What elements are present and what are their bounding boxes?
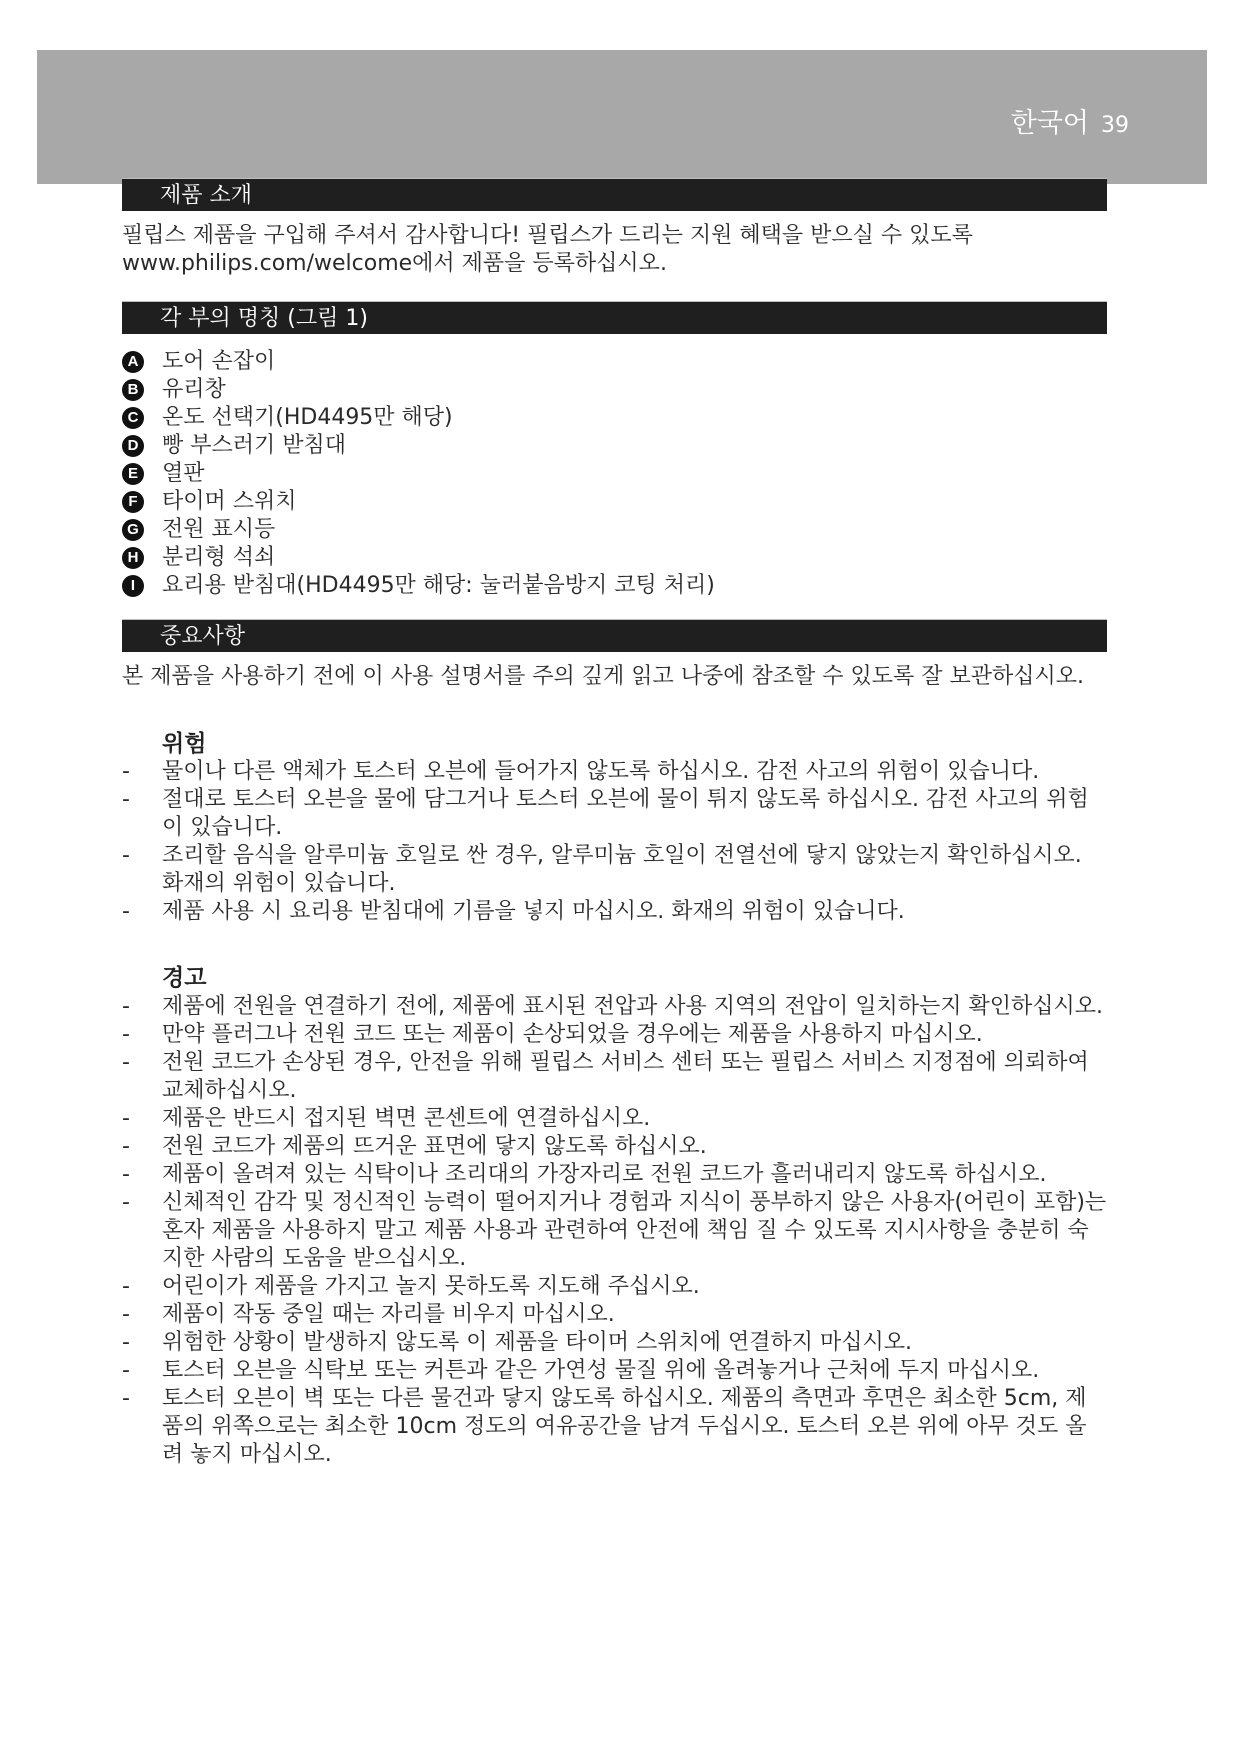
bullet-item bbox=[122, 1105, 1107, 1133]
part-label: 열판 bbox=[162, 461, 205, 486]
bullet-dash: - bbox=[122, 759, 130, 784]
parts-list bbox=[122, 348, 1107, 600]
part-letter-badge: E bbox=[122, 463, 144, 485]
bullet-item bbox=[122, 842, 1107, 898]
part-letter-badge: H bbox=[122, 547, 144, 569]
bullet-dash: - bbox=[122, 1330, 130, 1355]
part-item bbox=[122, 488, 1107, 516]
bullet-dash: - bbox=[122, 1134, 130, 1159]
bullet-text: 제품 사용 시 요리용 받침대에 기름을 넣지 마십시오. 화재의 위험이 있습니다. bbox=[162, 899, 905, 924]
part-item bbox=[122, 572, 1107, 600]
bullet-dash: - bbox=[122, 1050, 130, 1075]
bullet-dash: - bbox=[122, 994, 130, 1019]
bullet-dash: - bbox=[122, 899, 130, 924]
bullet-dash: - bbox=[122, 1274, 130, 1299]
bullet-dash: - bbox=[122, 787, 130, 812]
part-label: 유리창 bbox=[162, 377, 226, 402]
bullet-item bbox=[122, 1329, 1107, 1357]
bullet-text: 만약 플러그나 전원 코드 또는 제품이 손상되었을 경우에는 제품을 사용하지 마십시오. bbox=[162, 1022, 983, 1047]
part-item bbox=[122, 404, 1107, 432]
bullet-text: 토스터 오븐이 벽 또는 다른 물건과 닿지 않도록 하십시오. 제품의 측면과 후면은 최소한 5cm, 제품의 위쪽으로는 최소한 10cm 정도의 여유공간을 남겨 두십시오. 토스터 오븐 위에 아무 것도 올려 놓지 마십시오. bbox=[162, 1386, 1087, 1467]
warning-list bbox=[122, 993, 1107, 1469]
part-item bbox=[122, 516, 1107, 544]
part-item bbox=[122, 432, 1107, 460]
bullet-text: 위험한 상황이 발생하지 않도록 이 제품을 타이머 스위치에 연결하지 마십시오. bbox=[162, 1330, 912, 1355]
bullet-dash: - bbox=[122, 1190, 130, 1215]
part-letter-badge: D bbox=[122, 435, 144, 457]
bullet-text: 어린이가 제품을 가지고 놀지 못하도록 지도해 주십시오. bbox=[162, 1274, 700, 1299]
part-label: 분리형 석쇠 bbox=[162, 545, 276, 570]
bullet-text: 절대로 토스터 오븐을 물에 담그거나 토스터 오븐에 물이 튀지 않도록 하십시오. 감전 사고의 위험이 있습니다. bbox=[162, 787, 1089, 840]
danger-list bbox=[122, 758, 1107, 926]
bullet-dash: - bbox=[122, 1106, 130, 1131]
part-label: 온도 선택기(HD4495만 해당) bbox=[162, 405, 453, 430]
bullet-dash: - bbox=[122, 1302, 130, 1327]
bullet-item bbox=[122, 1021, 1107, 1049]
bullet-text: 제품에 전원을 연결하기 전에, 제품에 표시된 전압과 사용 지역의 전압이 일치하는지 확인하십시오. bbox=[162, 994, 1103, 1019]
bullet-item bbox=[122, 1385, 1107, 1469]
bullet-item bbox=[122, 1189, 1107, 1273]
bullet-text: 제품은 반드시 접지된 벽면 콘센트에 연결하십시오. bbox=[162, 1106, 651, 1131]
bullet-item bbox=[122, 1357, 1107, 1385]
section-title-intro: 제품 소개 bbox=[122, 178, 1107, 211]
bullet-text: 전원 코드가 제품의 뜨거운 표면에 닿지 않도록 하십시오. bbox=[162, 1134, 707, 1159]
part-label: 요리용 받침대(HD4495만 해당: 눌러붙음방지 코팅 처리) bbox=[162, 573, 715, 598]
bullet-text: 토스터 오븐을 식탁보 또는 커튼과 같은 가연성 물질 위에 올려놓거나 근처에 두지 마십시오. bbox=[162, 1358, 1040, 1383]
part-item bbox=[122, 544, 1107, 572]
bullet-item bbox=[122, 1133, 1107, 1161]
danger-heading: 위험 bbox=[162, 731, 207, 757]
intro-text: 필립스 제품을 구입해 주셔서 감사합니다! 필립스가 드리는 지원 혜택을 받으실 수 있도록 www.philips.com/welcome에서 제품을 등록하십시오. bbox=[122, 223, 973, 276]
bullet-item bbox=[122, 1161, 1107, 1189]
section-title-important: 중요사항 bbox=[122, 619, 1107, 652]
bullet-text: 제품이 올려져 있는 식탁이나 조리대의 가장자리로 전원 코드가 흘러내리지 않도록 하십시오. bbox=[162, 1162, 1047, 1187]
bullet-item bbox=[122, 1049, 1107, 1105]
part-item bbox=[122, 460, 1107, 488]
bullet-text: 제품이 작동 중일 때는 자리를 비우지 마십시오. bbox=[162, 1302, 615, 1327]
bullet-text: 조리할 음식을 알루미늄 호일로 싼 경우, 알루미늄 호일이 전열선에 닿지 않았는지 확인하십시오. 화재의 위험이 있습니다. bbox=[162, 843, 1082, 896]
bullet-dash: - bbox=[122, 1386, 130, 1411]
bullet-item bbox=[122, 1273, 1107, 1301]
part-letter-badge: C bbox=[122, 407, 144, 429]
part-label: 빵 부스러기 받침대 bbox=[162, 433, 347, 458]
bullet-dash: - bbox=[122, 843, 130, 868]
bullet-dash: - bbox=[122, 1162, 130, 1187]
part-item bbox=[122, 376, 1107, 404]
bullet-dash: - bbox=[122, 1358, 130, 1383]
bullet-text: 물이나 다른 액체가 토스터 오븐에 들어가지 않도록 하십시오. 감전 사고의 위험이 있습니다. bbox=[162, 759, 1040, 784]
bullet-item bbox=[122, 898, 1107, 926]
bullet-text: 신체적인 감각 및 정신적인 능력이 떨어지거나 경험과 지식이 풍부하지 않은 사용자(어린이 포함)는 혼자 제품을 사용하지 말고 제품 사용과 관련하여 안전에 책임 질 수 있도록 지시사항을 충분히 숙지한 사람의 도움을 받으십시오. bbox=[162, 1190, 1107, 1271]
part-item bbox=[122, 348, 1107, 376]
warning-heading: 경고 bbox=[162, 965, 207, 991]
part-label: 타이머 스위치 bbox=[162, 489, 297, 514]
header-language: 한국어 bbox=[1010, 108, 1089, 139]
part-letter-badge: I bbox=[122, 575, 144, 597]
bullet-dash: - bbox=[122, 1022, 130, 1047]
bullet-item bbox=[122, 786, 1107, 842]
part-letter-badge: B bbox=[122, 379, 144, 401]
part-label: 도어 손잡이 bbox=[162, 349, 276, 374]
bullet-item bbox=[122, 993, 1107, 1021]
important-text: 본 제품을 사용하기 전에 이 사용 설명서를 주의 깊게 읽고 나중에 참조할 수 있도록 잘 보관하십시오. bbox=[122, 664, 1084, 689]
bullet-text: 전원 코드가 손상된 경우, 안전을 위해 필립스 서비스 센터 또는 필립스 서비스 지정점에 의뢰하여 교체하십시오. bbox=[162, 1050, 1089, 1103]
part-label: 전원 표시등 bbox=[162, 517, 276, 542]
bullet-item bbox=[122, 758, 1107, 786]
part-letter-badge: G bbox=[122, 519, 144, 541]
section-title-parts: 각 부의 명칭 (그림 1) bbox=[122, 301, 1107, 334]
part-letter-badge: F bbox=[122, 491, 144, 513]
bullet-item bbox=[122, 1301, 1107, 1329]
part-letter-badge: A bbox=[122, 351, 144, 373]
